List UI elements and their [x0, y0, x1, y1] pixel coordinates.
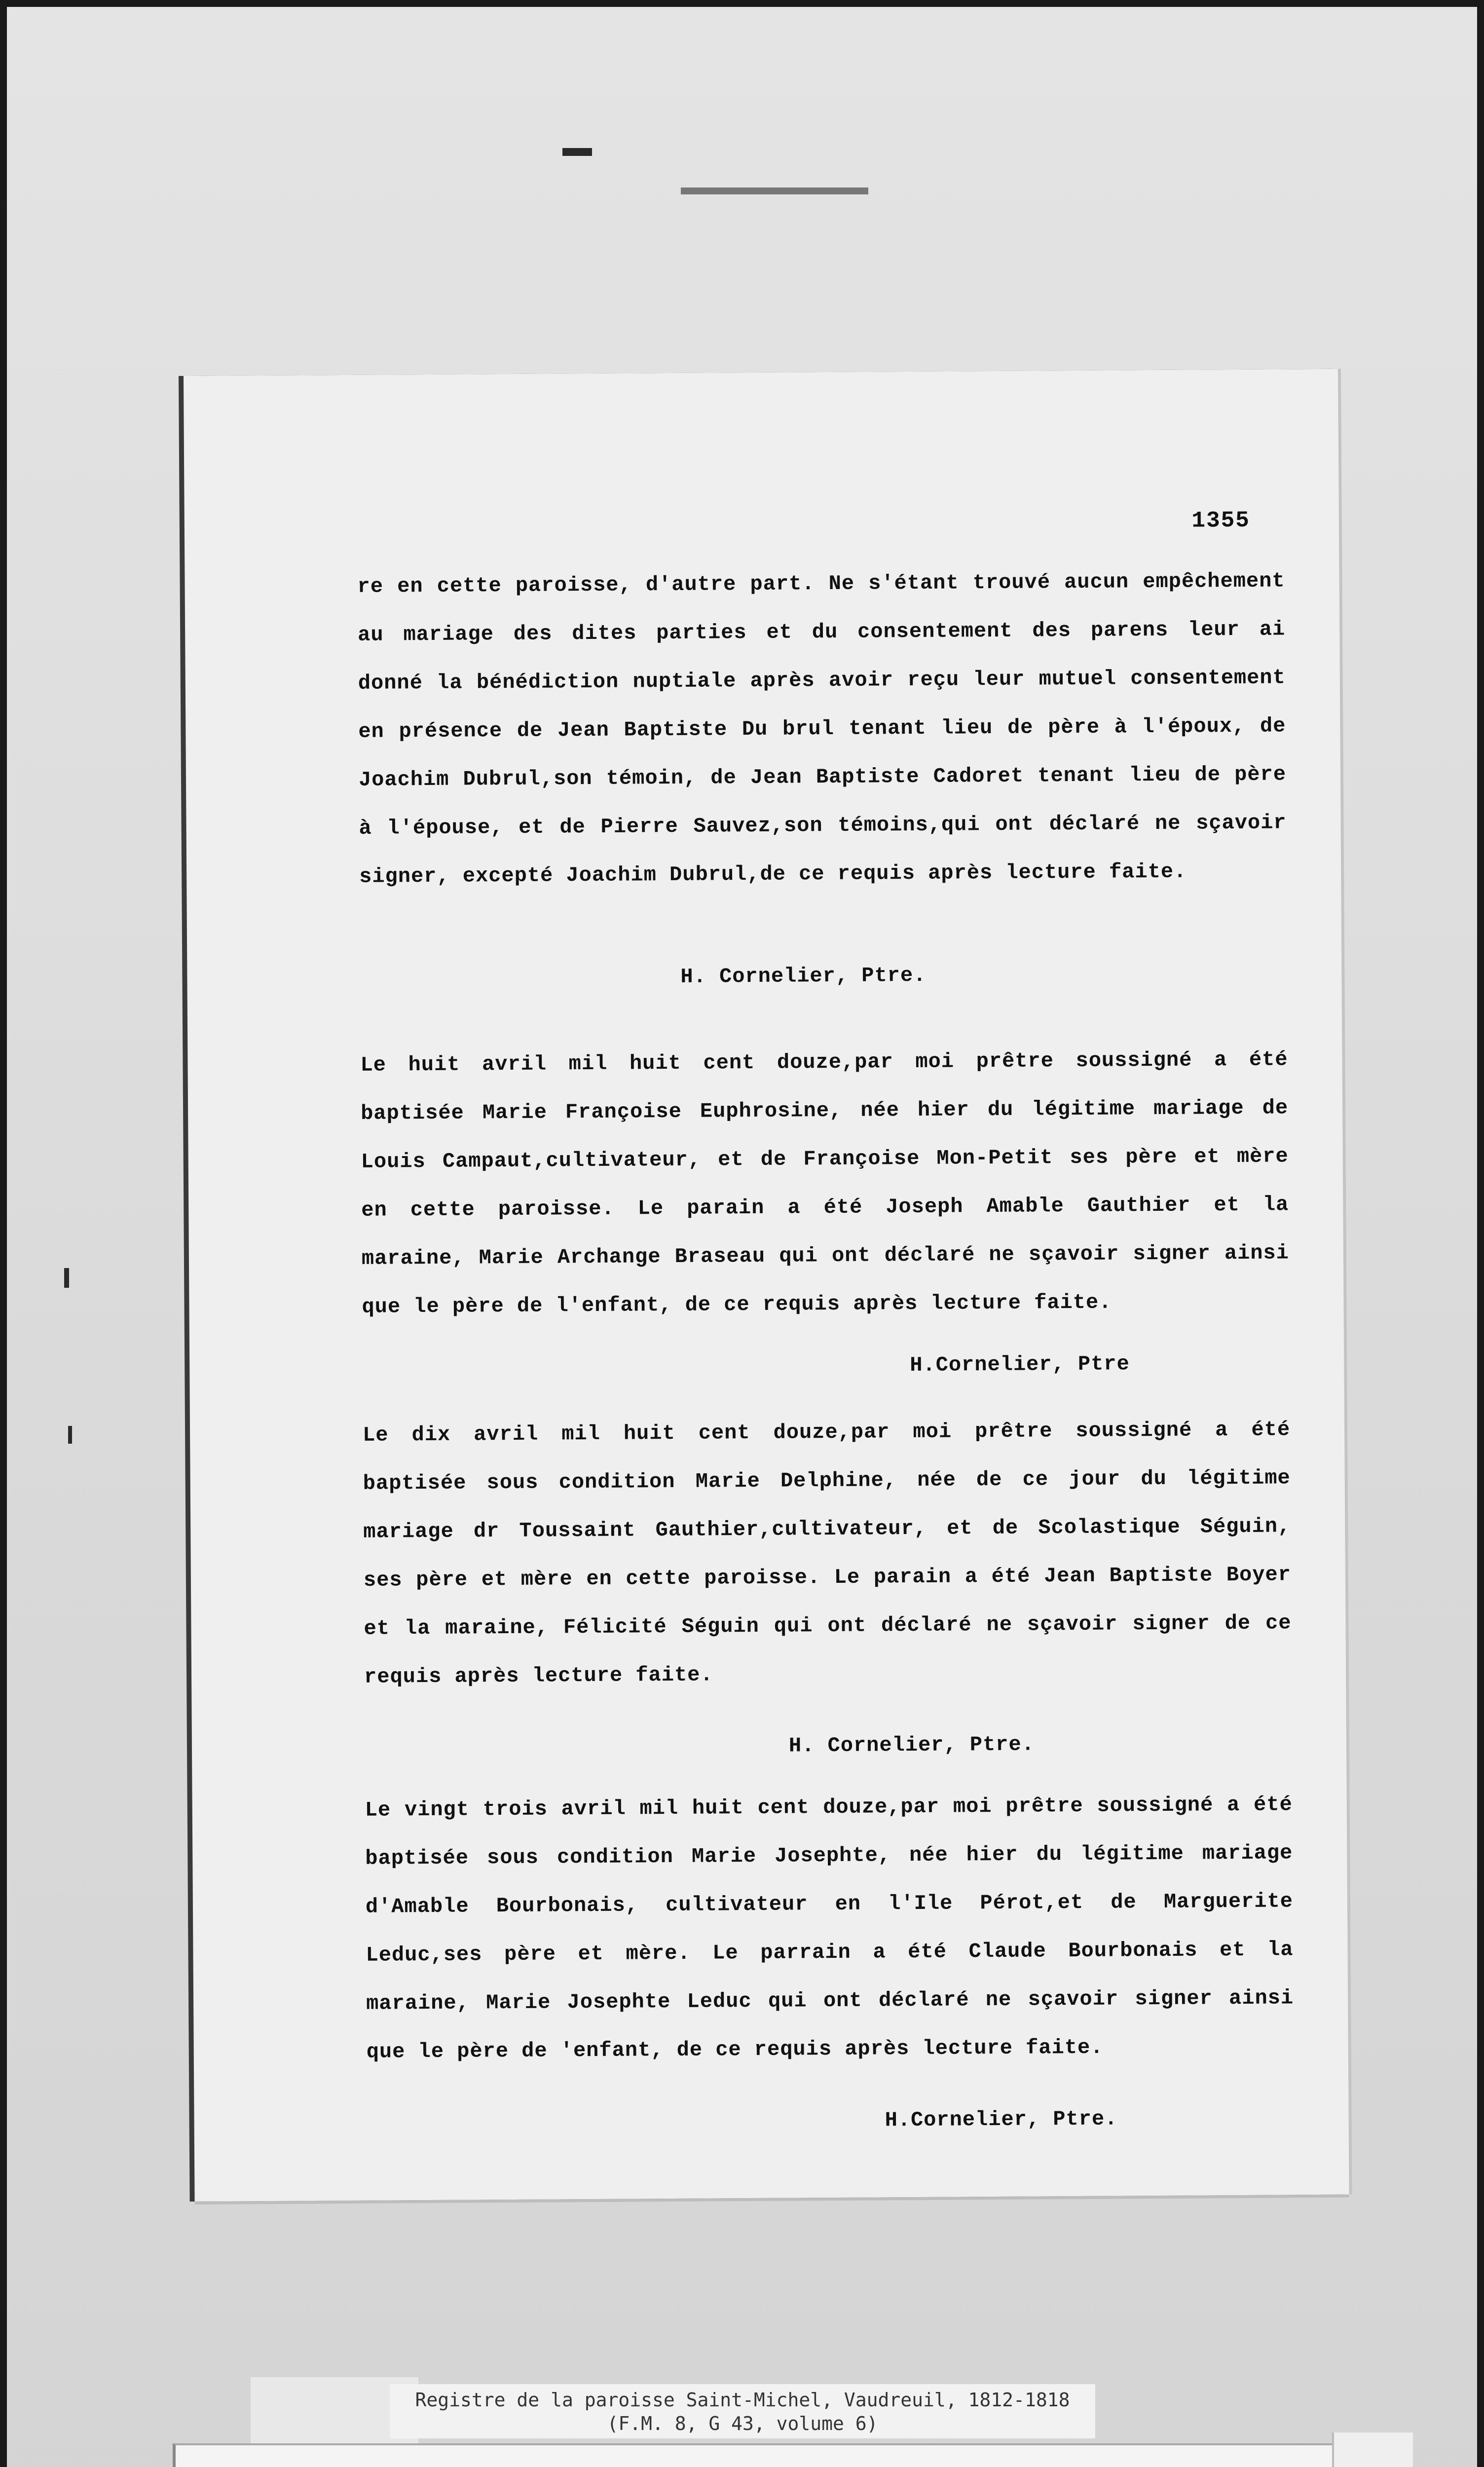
film-speck [681, 187, 868, 194]
page-number: 1355 [1191, 507, 1250, 534]
baptism-record-marie-francoise: Le huit avril mil huit cent douze,par moi prêtre soussigné a été baptisée Marie Françoise Euphrosine, née hier du légitime mariage de Louis Campaut,cultivateur, et de Françoise Mon-Petit ses père et mère en cette paroisse. Le parain a été Joseph Amable Gauthier et la maraine, Marie Archange Braseau qui ont déclaré ne sçavoir signer ainsi que le père de l'enfant, de ce requis après lecture faite. [360, 1047, 1290, 1319]
caption-title: Registre de la paroisse Saint-Michel, Vaudreuil, 1812-1818 [415, 2389, 1070, 2411]
priest-signature: H.Cornelier, Ptre. [885, 2107, 1118, 2132]
marriage-record-continuation: re en cette paroisse, d'autre part. Ne s'étant trouvé aucun empêchement au mariage des dites parties et du consentement des parens leur ai donné la bénédiction nuptiale après avoir reçu leur mutuel consentement en présence de Jean Baptiste Du brul tenant lieu de père à l'époux, de Joachim Dubrul,son témoin, de Jean Baptiste Cadoret tenant lieu de père à l'épouse, et de Pierre Sauvez,son témoins,qui ont déclaré ne sçavoir signer, excepté Joachim Dubrul,de ce requis après lecture faite. [357, 569, 1287, 889]
priest-signature: H. Cornelier, Ptre. [788, 1732, 1035, 1758]
source-caption [390, 2384, 1095, 2438]
priest-signature: H. Cornelier, Ptre. [680, 963, 927, 989]
film-speck [562, 148, 592, 156]
baptism-record-marie-delphine: Le dix avril mil huit cent douze,par moi prêtre soussigné a été baptisée sous condition Marie Delphine, née de ce jour du légitime mariage dr Toussaint Gauthier,cultivateur, et de Scolastique Séguin, ses père et mère en cette paroisse. Le parain a été Jean Baptiste Boyer et la maraine, Félicité Séguin qui ont déclaré ne sçavoir signer de ce requis après lecture faite. [362, 1418, 1292, 1689]
archives-stamp [173, 2443, 1340, 2467]
mount-tab [1332, 2432, 1413, 2467]
typed-register-page [184, 369, 1349, 2202]
caption-reference: (F.M. 8, G 43, volume 6) [607, 2413, 878, 2434]
baptism-record-marie-josephte: Le vingt trois avril mil huit cent douze,par moi prêtre soussigné a été baptisée sous condition Marie Josephte, née hier du légitime mariage d'Amable Bourbonais, cultivateur en l'Ile Pérot,et de Marguerite Leduc,ses père et mère. Le parrain a été Claude Bourbonais et la maraine, Marie Josephte Leduc qui ont déclaré ne sçavoir signer ainsi que le père de 'enfant, de ce requis après lecture faite. [365, 1793, 1294, 2064]
film-speck [68, 1426, 72, 1444]
priest-signature: H.Cornelier, Ptre [910, 1352, 1130, 1378]
film-speck [64, 1268, 69, 1288]
